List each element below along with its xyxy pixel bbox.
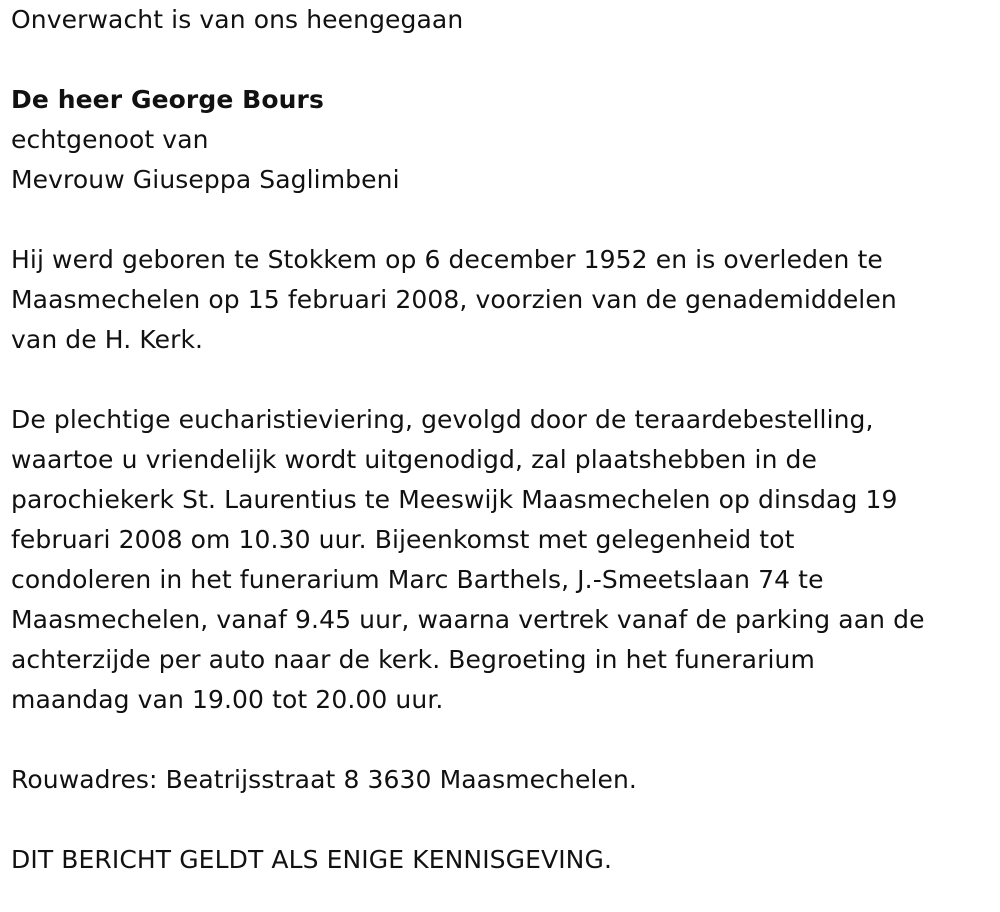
spacer xyxy=(11,40,986,80)
spacer xyxy=(11,200,986,240)
paragraph-line: achterzijde per auto naar de kerk. Begroeting in het funerarium xyxy=(11,645,815,674)
intro-text: Onverwacht is van ons heengegaan xyxy=(11,5,464,34)
spouse-label: echtgenoot van xyxy=(11,125,209,154)
paragraph-line: februari 2008 om 10.30 uur. Bijeenkomst met gelegenheid tot xyxy=(11,525,795,554)
closing-statement: DIT BERICHT GELDT ALS ENIGE KENNISGEVING. xyxy=(11,845,612,874)
paragraph-line: Hij werd geboren te Stokkem op 6 december 1952 en is overleden te xyxy=(11,245,883,274)
spacer xyxy=(11,800,986,840)
ceremony-paragraph xyxy=(11,400,986,720)
paragraph-line: parochiekerk St. Laurentius te Meeswijk Maasmechelen op dinsdag 19 xyxy=(11,485,898,514)
paragraph-line: condoleren in het funerarium Marc Barthels, J.-Smeetslaan 74 te xyxy=(11,565,824,594)
spacer xyxy=(11,720,986,760)
paragraph-line: van de H. Kerk. xyxy=(11,325,204,354)
paragraph-line: Maasmechelen, vanaf 9.45 uur, waarna vertrek vanaf de parking aan de xyxy=(11,605,925,634)
death-notice xyxy=(11,0,986,880)
spacer xyxy=(11,360,986,400)
mourning-address: Rouwadres: Beatrijsstraat 8 3630 Maasmechelen. xyxy=(11,765,637,794)
birth-death-paragraph xyxy=(11,240,986,360)
paragraph-line: Maasmechelen op 15 februari 2008, voorzien van de genademiddelen xyxy=(11,285,897,314)
paragraph-line: maandag van 19.00 tot 20.00 uur. xyxy=(11,685,444,714)
paragraph-line: De plechtige eucharistieviering, gevolgd door de teraardebestelling, xyxy=(11,405,874,434)
paragraph-line: waartoe u vriendelijk wordt uitgenodigd, zal plaatshebben in de xyxy=(11,445,818,474)
deceased-name: De heer George Bours xyxy=(11,85,324,114)
spouse-name: Mevrouw Giuseppa Saglimbeni xyxy=(11,165,400,194)
